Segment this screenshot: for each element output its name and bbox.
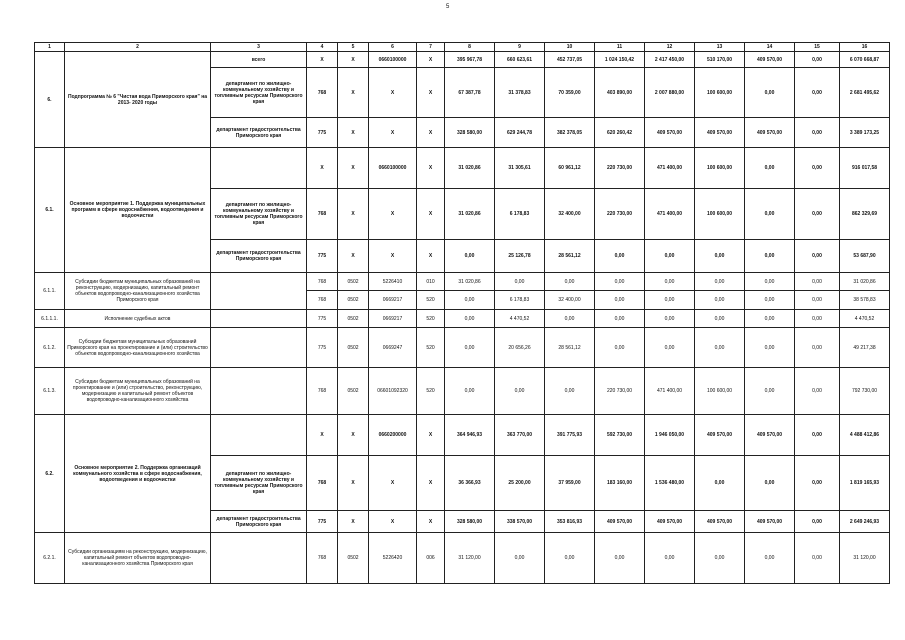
code-cell: X [338, 511, 369, 533]
amount-cell: 510 170,00 [695, 52, 745, 68]
amount-cell: 660 623,61 [495, 52, 545, 68]
code-cell: 006 [417, 533, 445, 584]
amount-cell: 0,00 [745, 291, 795, 310]
code-cell: X [417, 118, 445, 148]
code-cell: 0669217 [369, 291, 417, 310]
code-cell: X [338, 456, 369, 511]
amount-cell: 0,00 [795, 533, 840, 584]
amount-cell: 471 400,00 [645, 368, 695, 415]
row-name: Основное мероприятие 1. Поддержка муниципальных программ в сфере водоснабжения, водоотведения и водоочистки [65, 148, 211, 273]
code-cell: 010 [417, 273, 445, 291]
amount-cell: 25 200,00 [495, 456, 545, 511]
amount-cell: 0,00 [595, 328, 645, 368]
row-number: 6.1.1.1. [35, 310, 65, 328]
amount-cell: 452 737,05 [545, 52, 595, 68]
amount-cell: 2 417 450,00 [645, 52, 695, 68]
code-cell: 768 [307, 273, 338, 291]
amount-cell: 409 570,00 [745, 511, 795, 533]
amount-cell: 37 959,00 [545, 456, 595, 511]
amount-cell: 1 946 050,00 [645, 415, 695, 456]
amount-cell: 0,00 [795, 456, 840, 511]
amount-cell: 409 570,00 [745, 415, 795, 456]
code-cell: X [417, 52, 445, 68]
amount-cell: 4 488 412,86 [840, 415, 890, 456]
code-cell: 520 [417, 368, 445, 415]
column-header: 13 [695, 43, 745, 52]
amount-cell: 0,00 [445, 328, 495, 368]
code-cell: X [369, 68, 417, 118]
amount-cell: 31 305,61 [495, 148, 545, 189]
amount-cell: 67 387,78 [445, 68, 495, 118]
amount-cell: 20 656,26 [495, 328, 545, 368]
amount-cell: 2 007 880,00 [645, 68, 695, 118]
amount-cell: 0,00 [595, 273, 645, 291]
code-cell: 768 [307, 533, 338, 584]
amount-cell: 32 400,00 [545, 291, 595, 310]
amount-cell: 0,00 [795, 68, 840, 118]
amount-cell: 32 400,00 [545, 189, 595, 240]
code-cell: 768 [307, 291, 338, 310]
amount-cell: 0,00 [645, 240, 695, 273]
row-number: 6.1.1. [35, 273, 65, 310]
department-cell [211, 310, 307, 328]
column-header: 2 [65, 43, 211, 52]
row-name: Подпрограмма № 6 "Чистая вода Приморского края" на 2013- 2020 годы [65, 52, 211, 148]
amount-cell: 60 961,12 [545, 148, 595, 189]
code-cell: X [338, 415, 369, 456]
amount-cell: 0,00 [495, 533, 545, 584]
code-cell: 0502 [338, 368, 369, 415]
table-row [35, 533, 890, 584]
amount-cell: 0,00 [495, 273, 545, 291]
amount-cell: 0,00 [595, 533, 645, 584]
amount-cell: 220 730,00 [595, 368, 645, 415]
amount-cell: 220 730,00 [595, 189, 645, 240]
amount-cell: 862 329,69 [840, 189, 890, 240]
amount-cell: 0,00 [745, 240, 795, 273]
column-header: 11 [595, 43, 645, 52]
code-cell: 0660100000 [369, 148, 417, 189]
amount-cell: 471 400,00 [645, 189, 695, 240]
row-number: 6. [35, 52, 65, 148]
code-cell: 775 [307, 328, 338, 368]
amount-cell: 620 260,42 [595, 118, 645, 148]
amount-cell: 0,00 [595, 310, 645, 328]
amount-cell: 100 600,00 [695, 68, 745, 118]
amount-cell: 0,00 [695, 273, 745, 291]
amount-cell: 2 681 495,62 [840, 68, 890, 118]
column-header: 6 [369, 43, 417, 52]
table-row [35, 415, 890, 456]
code-cell: 0669247 [369, 328, 417, 368]
amount-cell: 0,00 [795, 148, 840, 189]
amount-cell: 49 217,38 [840, 328, 890, 368]
amount-cell: 0,00 [645, 273, 695, 291]
amount-cell: 0,00 [795, 52, 840, 68]
amount-cell: 0,00 [695, 456, 745, 511]
code-cell: 0660100000 [369, 52, 417, 68]
amount-cell: 0,00 [445, 291, 495, 310]
department-cell [211, 328, 307, 368]
amount-cell: 382 378,05 [545, 118, 595, 148]
amount-cell: 353 816,93 [545, 511, 595, 533]
page-number: 5 [446, 4, 450, 10]
department-cell [211, 533, 307, 584]
code-cell: 768 [307, 68, 338, 118]
code-cell: 520 [417, 328, 445, 368]
row-name: Исполнение судебных актов [65, 310, 211, 328]
code-cell: 5226410 [369, 273, 417, 291]
amount-cell: 0,00 [645, 310, 695, 328]
amount-cell: 0,00 [595, 291, 645, 310]
amount-cell: 792 730,00 [840, 368, 890, 415]
amount-cell: 409 570,00 [645, 118, 695, 148]
code-cell: 0502 [338, 328, 369, 368]
code-cell: X [417, 415, 445, 456]
amount-cell: 6 178,83 [495, 291, 545, 310]
amount-cell: 31 378,83 [495, 68, 545, 118]
amount-cell: 0,00 [495, 368, 545, 415]
amount-cell: 364 946,93 [445, 415, 495, 456]
amount-cell: 391 775,93 [545, 415, 595, 456]
department-cell [211, 273, 307, 310]
row-number: 6.1.2. [35, 328, 65, 368]
column-header: 7 [417, 43, 445, 52]
code-cell: X [417, 68, 445, 118]
department-cell [211, 415, 307, 456]
column-header: 16 [840, 43, 890, 52]
department-cell: департамент по жилищно-коммунальному хозяйству и топливным ресурсам Приморского края [211, 68, 307, 118]
code-cell: X [417, 511, 445, 533]
department-cell: всего [211, 52, 307, 68]
table-row [35, 368, 890, 415]
amount-cell: 36 366,93 [445, 456, 495, 511]
code-cell: 768 [307, 189, 338, 240]
amount-cell: 0,00 [545, 273, 595, 291]
amount-cell: 100 600,00 [695, 368, 745, 415]
column-header: 9 [495, 43, 545, 52]
code-cell: X [338, 148, 369, 189]
table-body [35, 43, 890, 584]
code-cell: 06601092320 [369, 368, 417, 415]
amount-cell: 1 024 150,42 [595, 52, 645, 68]
budget-table [34, 42, 890, 584]
code-cell: X [338, 240, 369, 273]
amount-cell: 0,00 [645, 533, 695, 584]
amount-cell: 395 967,78 [445, 52, 495, 68]
department-cell: департамент градостроительства Приморского края [211, 118, 307, 148]
code-cell: 0502 [338, 291, 369, 310]
amount-cell: 0,00 [745, 533, 795, 584]
amount-cell: 70 359,00 [545, 68, 595, 118]
row-name: Субсидии бюджетам муниципальных образований на проектирование и (или) строительство, реконструкцию, модернизацию и капитальный ремонт объектов водопроводно-канализационного хозяйства [65, 368, 211, 415]
amount-cell: 0,00 [745, 273, 795, 291]
row-number: 6.2. [35, 415, 65, 533]
column-header: 3 [211, 43, 307, 52]
amount-cell: 0,00 [745, 456, 795, 511]
amount-cell: 0,00 [695, 240, 745, 273]
amount-cell: 31 020,86 [445, 148, 495, 189]
department-cell: департамент по жилищно-коммунальному хозяйству и топливным ресурсам Приморского края [211, 189, 307, 240]
amount-cell: 0,00 [745, 310, 795, 328]
amount-cell: 1 819 165,93 [840, 456, 890, 511]
code-cell: 520 [417, 291, 445, 310]
amount-cell: 220 730,00 [595, 148, 645, 189]
amount-cell: 0,00 [745, 368, 795, 415]
row-name: Субсидии бюджетам муниципальных образований Приморского края на проектирование и (или) строительство объектов водопроводно-канализационного хозяйства [65, 328, 211, 368]
amount-cell: 916 017,58 [840, 148, 890, 189]
amount-cell: 629 244,78 [495, 118, 545, 148]
amount-cell: 0,00 [645, 291, 695, 310]
code-cell: X [417, 240, 445, 273]
amount-cell: 0,00 [795, 291, 840, 310]
amount-cell: 0,00 [795, 189, 840, 240]
amount-cell: 592 730,00 [595, 415, 645, 456]
amount-cell: 31 020,86 [840, 273, 890, 291]
code-cell: 775 [307, 240, 338, 273]
row-name: Основное мероприятие 2. Поддержка организаций коммунального хозяйства в сфере водоснабжения, водоотведения и водоочистки [65, 415, 211, 533]
amount-cell: 0,00 [795, 310, 840, 328]
amount-cell: 100 600,00 [695, 189, 745, 240]
code-cell: X [417, 148, 445, 189]
code-cell: 768 [307, 368, 338, 415]
amount-cell: 0,00 [795, 328, 840, 368]
amount-cell: 403 890,00 [595, 68, 645, 118]
code-cell: X [307, 52, 338, 68]
amount-cell: 0,00 [545, 533, 595, 584]
code-cell: X [369, 240, 417, 273]
code-cell: 5226420 [369, 533, 417, 584]
amount-cell: 363 770,00 [495, 415, 545, 456]
amount-cell: 0,00 [445, 240, 495, 273]
department-cell: департамент градостроительства Приморского края [211, 240, 307, 273]
amount-cell: 1 536 480,00 [645, 456, 695, 511]
amount-cell: 409 570,00 [695, 118, 745, 148]
row-number: 6.2.1. [35, 533, 65, 584]
amount-cell: 0,00 [445, 368, 495, 415]
column-header: 4 [307, 43, 338, 52]
table-row [35, 310, 890, 328]
amount-cell: 0,00 [745, 328, 795, 368]
code-cell: X [338, 52, 369, 68]
amount-cell: 0,00 [795, 273, 840, 291]
amount-cell: 183 160,00 [595, 456, 645, 511]
row-number: 6.1. [35, 148, 65, 273]
amount-cell: 409 570,00 [695, 511, 745, 533]
amount-cell: 0,00 [545, 368, 595, 415]
amount-cell: 328 580,00 [445, 511, 495, 533]
amount-cell: 409 570,00 [595, 511, 645, 533]
code-cell: 775 [307, 511, 338, 533]
code-cell: X [307, 415, 338, 456]
code-cell: X [369, 456, 417, 511]
column-header: 15 [795, 43, 840, 52]
table-row [35, 148, 890, 189]
department-cell [211, 368, 307, 415]
code-cell: 0502 [338, 310, 369, 328]
amount-cell: 328 580,00 [445, 118, 495, 148]
amount-cell: 0,00 [795, 511, 840, 533]
amount-cell: 409 570,00 [745, 118, 795, 148]
code-cell: 0502 [338, 273, 369, 291]
table-row [35, 273, 890, 291]
amount-cell: 0,00 [795, 415, 840, 456]
table-row [35, 328, 890, 368]
amount-cell: 25 126,78 [495, 240, 545, 273]
amount-cell: 338 570,00 [495, 511, 545, 533]
column-header: 14 [745, 43, 795, 52]
amount-cell: 100 600,00 [695, 148, 745, 189]
amount-cell: 0,00 [445, 310, 495, 328]
column-header: 1 [35, 43, 65, 52]
code-cell: 0669217 [369, 310, 417, 328]
amount-cell: 0,00 [745, 189, 795, 240]
amount-cell: 31 020,86 [445, 189, 495, 240]
department-cell: департамент градостроительства Приморского края [211, 511, 307, 533]
column-header: 8 [445, 43, 495, 52]
row-number: 6.1.3. [35, 368, 65, 415]
amount-cell: 0,00 [645, 328, 695, 368]
column-header: 10 [545, 43, 595, 52]
row-name: Субсидии организациям на реконструкцию, модернизацию, капитальный ремонт объектов водопроводно-канализационного хозяйства Приморского края [65, 533, 211, 584]
code-cell: X [338, 118, 369, 148]
amount-cell: 0,00 [795, 118, 840, 148]
table-row [35, 52, 890, 68]
code-cell: X [417, 456, 445, 511]
amount-cell: 28 561,12 [545, 328, 595, 368]
department-cell [211, 148, 307, 189]
amount-cell: 409 570,00 [695, 415, 745, 456]
amount-cell: 0,00 [745, 148, 795, 189]
code-cell: X [369, 189, 417, 240]
department-cell: департамент по жилищно-коммунальному хозяйству и топливным ресурсам Приморского края [211, 456, 307, 511]
code-cell: 775 [307, 310, 338, 328]
amount-cell: 0,00 [745, 68, 795, 118]
code-cell: X [369, 511, 417, 533]
amount-cell: 31 120,00 [445, 533, 495, 584]
amount-cell: 471 400,00 [645, 148, 695, 189]
amount-cell: 38 578,83 [840, 291, 890, 310]
amount-cell: 409 570,00 [645, 511, 695, 533]
amount-cell: 3 389 173,25 [840, 118, 890, 148]
amount-cell: 31 020,86 [445, 273, 495, 291]
header-row [35, 43, 890, 52]
code-cell: X [338, 68, 369, 118]
amount-cell: 0,00 [695, 291, 745, 310]
code-cell: X [307, 148, 338, 189]
amount-cell: 4 470,52 [495, 310, 545, 328]
column-header: 12 [645, 43, 695, 52]
amount-cell: 0,00 [695, 328, 745, 368]
code-cell: X [338, 189, 369, 240]
column-header: 5 [338, 43, 369, 52]
amount-cell: 0,00 [695, 310, 745, 328]
amount-cell: 0,00 [595, 240, 645, 273]
amount-cell: 53 687,90 [840, 240, 890, 273]
code-cell: 768 [307, 456, 338, 511]
code-cell: 0502 [338, 533, 369, 584]
amount-cell: 0,00 [795, 368, 840, 415]
amount-cell: 4 470,52 [840, 310, 890, 328]
code-cell: 520 [417, 310, 445, 328]
amount-cell: 0,00 [695, 533, 745, 584]
amount-cell: 6 178,83 [495, 189, 545, 240]
code-cell: X [369, 118, 417, 148]
amount-cell: 0,00 [545, 310, 595, 328]
amount-cell: 31 120,00 [840, 533, 890, 584]
code-cell: X [417, 189, 445, 240]
code-cell: 0660200000 [369, 415, 417, 456]
amount-cell: 409 570,00 [745, 52, 795, 68]
row-name: Субсидии бюджетам муниципальных образований на реконструкцию, модернизацию, капитальный ремонт объектов водопроводно-канализационного хозяйства Приморского края [65, 273, 211, 310]
amount-cell: 0,00 [795, 240, 840, 273]
amount-cell: 28 561,12 [545, 240, 595, 273]
amount-cell: 2 649 246,93 [840, 511, 890, 533]
code-cell: 775 [307, 118, 338, 148]
amount-cell: 6 070 668,87 [840, 52, 890, 68]
